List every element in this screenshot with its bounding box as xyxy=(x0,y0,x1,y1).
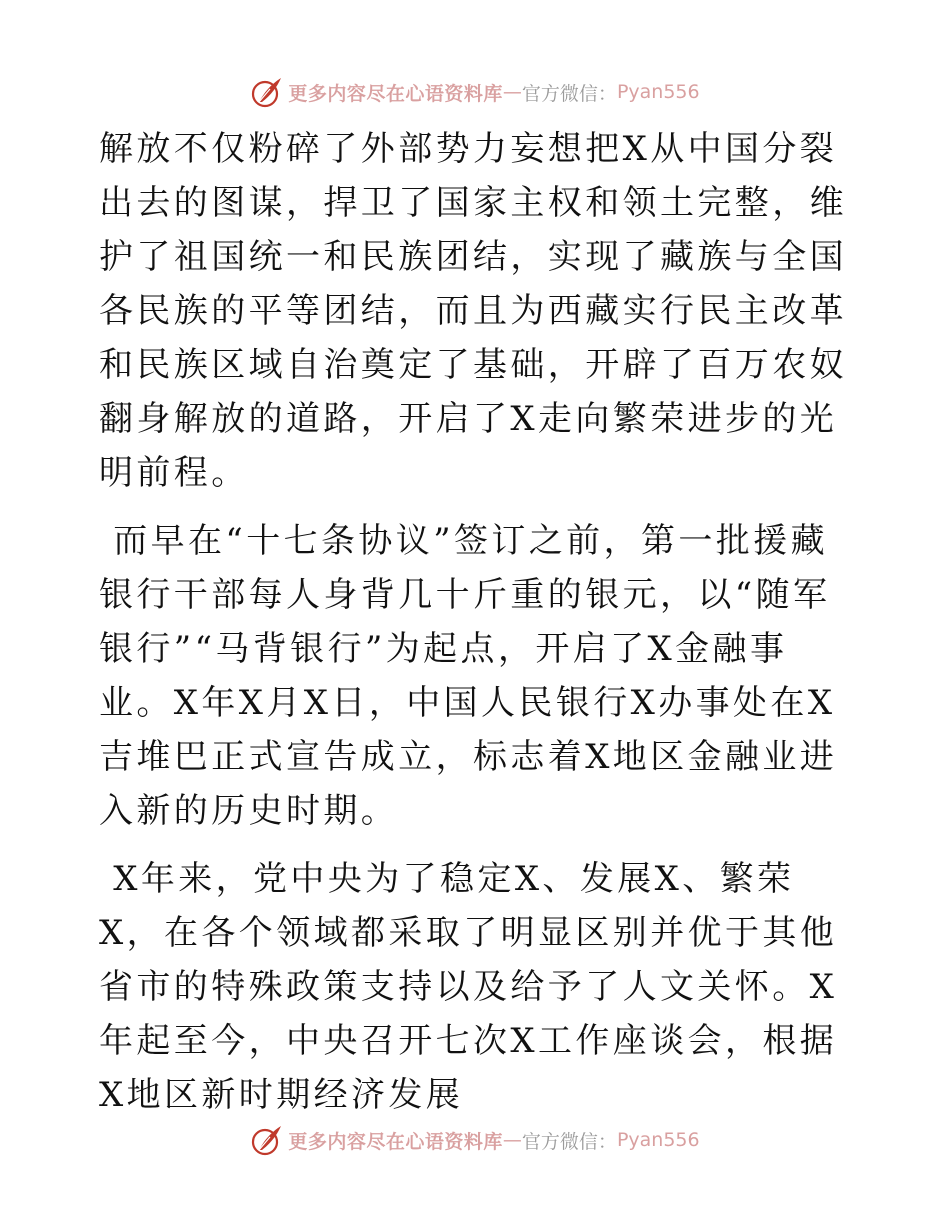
watermark-brand-text: 更多内容尽在心语资料库 xyxy=(288,82,503,105)
document-body xyxy=(99,122,859,1122)
quill-logo-icon xyxy=(250,1123,284,1157)
paragraph-2: 而早在“十七条协议”签订之前，第一批援藏银行干部每人身背几十斤重的银元，以“随军银行”“马背银行”为起点，开启了X金融事业。X年X月X日，中国人民银行X办事处在X吉堆巴正式宣告成立，标志着X地区金融业进入新的历史时期。 xyxy=(99,521,838,831)
watermark-dash: — xyxy=(502,81,522,103)
paragraph-3: X年来，党中央为了稳定X、发展X、繁荣X，在各个领域都采取了明显区别并优于其他省市的特殊政策支持以及给予了人文关怀。X年起至今，中央召开七次X工作座谈会，根据X地区新时期经济发展 xyxy=(99,859,838,1115)
watermark-label: 官方微信： xyxy=(521,82,617,105)
watermark-brand-text: 更多内容尽在心语资料库 xyxy=(288,1130,503,1153)
watermark-wechat-id: Pyan556 xyxy=(616,81,700,103)
paragraph-1: 解放不仅粉碎了外部势力妄想把X从中国分裂出去的图谋，捍卫了国家主权和领土完整，维护了祖国统一和民族团结，实现了藏族与全国各民族的平等团结，而且为西藏实行民主改革和民族区域自治奠定了基础，开辟了百万农奴翻身解放的道路，开启了X走向繁荣进步的光明前程。 xyxy=(99,129,847,493)
watermark-label: 官方微信： xyxy=(521,1130,617,1153)
header-watermark xyxy=(0,72,950,112)
watermark-wechat-id: Pyan556 xyxy=(616,1129,700,1151)
footer-watermark xyxy=(0,1120,950,1160)
watermark-dash: — xyxy=(502,1129,522,1151)
quill-logo-icon xyxy=(250,75,284,109)
